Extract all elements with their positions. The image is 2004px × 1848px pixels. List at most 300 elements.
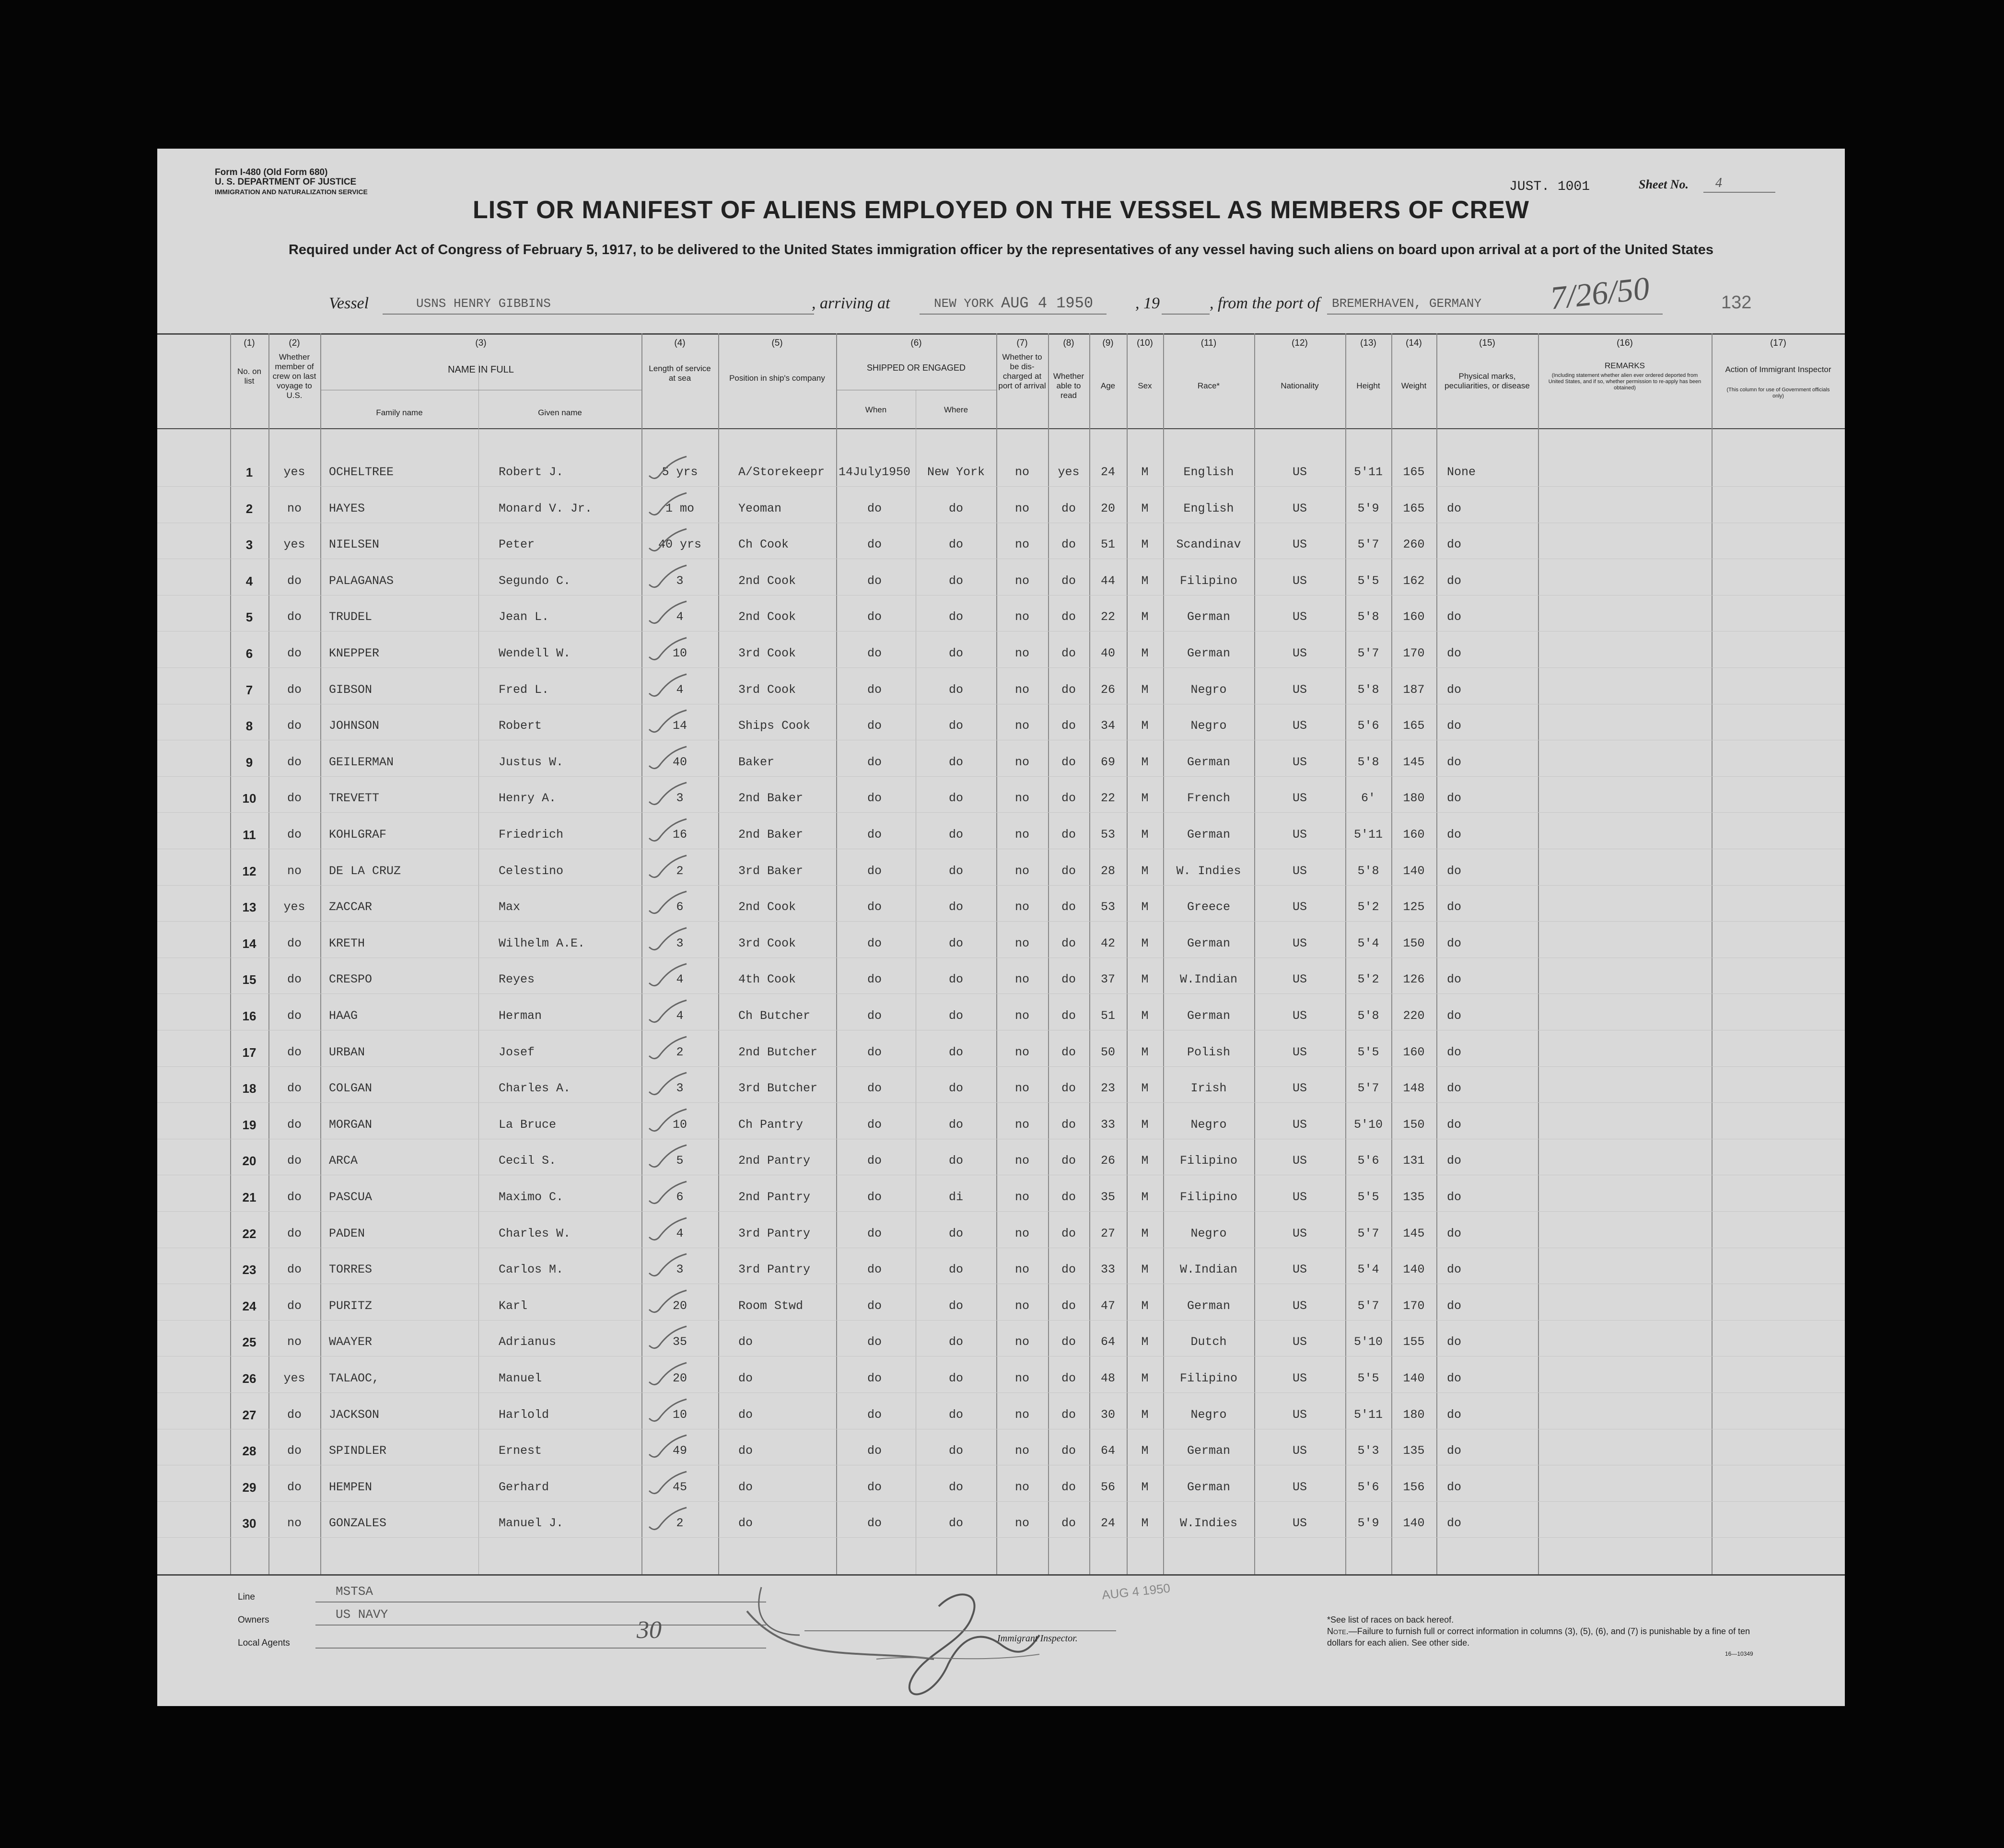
column-divider bbox=[268, 333, 269, 1574]
cell-physical-marks: do bbox=[1447, 1371, 1462, 1385]
cell-last-voyage: no bbox=[287, 1516, 302, 1531]
cell-weight: 135 bbox=[1403, 1190, 1425, 1204]
row-number: 25 bbox=[242, 1335, 256, 1350]
cell-race: W.Indies bbox=[1179, 1516, 1238, 1531]
cell-last-voyage: do bbox=[287, 719, 302, 733]
cell-last-voyage: do bbox=[287, 1190, 302, 1204]
cell-where: do bbox=[948, 828, 963, 842]
row-number: 7 bbox=[245, 682, 253, 697]
col-number: (12) bbox=[1292, 338, 1308, 348]
cell-race: English bbox=[1183, 465, 1234, 479]
cell-family-name: PADEN bbox=[329, 1226, 365, 1240]
cell-able-to-read: do bbox=[1061, 1226, 1076, 1240]
cell-weight: 140 bbox=[1403, 1371, 1425, 1385]
cell-sex: M bbox=[1141, 646, 1149, 660]
cell-last-voyage: do bbox=[287, 755, 302, 769]
cell-race: Dutch bbox=[1190, 1335, 1227, 1349]
cell-where: di bbox=[948, 1190, 963, 1204]
cell-sex: M bbox=[1141, 501, 1149, 515]
cell-given-name: Herman bbox=[499, 1009, 542, 1023]
cell-where: do bbox=[948, 573, 963, 588]
cell-height: 5'5 bbox=[1357, 573, 1379, 588]
cell-age: 28 bbox=[1100, 864, 1115, 878]
cell-last-voyage: yes bbox=[283, 465, 305, 479]
cell-given-name: Peter bbox=[499, 538, 535, 552]
cell-given-name: Monard V. Jr. bbox=[499, 501, 593, 515]
cell-age: 26 bbox=[1100, 682, 1115, 697]
cell-height: 5'7 bbox=[1357, 1298, 1379, 1313]
cell-physical-marks: do bbox=[1447, 1407, 1462, 1422]
cell-when: do bbox=[867, 719, 882, 733]
cell-last-voyage: do bbox=[287, 610, 302, 624]
check-mark-icon bbox=[646, 1107, 689, 1136]
cell-physical-marks: do bbox=[1447, 719, 1462, 733]
cell-last-voyage: do bbox=[287, 1263, 302, 1277]
cell-nationality: US bbox=[1292, 1190, 1307, 1204]
inspector-underline bbox=[804, 1630, 1116, 1631]
cell-given-name: Justus W. bbox=[499, 755, 564, 769]
cell-physical-marks: do bbox=[1447, 864, 1462, 878]
date-stamp: AUG 4 1950 bbox=[1101, 1580, 1171, 1602]
check-mark-icon bbox=[646, 889, 689, 918]
from-underline bbox=[1327, 314, 1663, 315]
cell-able-to-read: do bbox=[1061, 900, 1076, 914]
cell-where: do bbox=[948, 1407, 963, 1422]
handwritten-count: 30 bbox=[637, 1616, 662, 1644]
cell-sex: M bbox=[1141, 1045, 1149, 1059]
vessel-label: Vessel bbox=[329, 294, 369, 312]
cell-height: 5'5 bbox=[1357, 1190, 1379, 1204]
cell-race: Greece bbox=[1187, 900, 1230, 914]
column-divider bbox=[1391, 333, 1392, 1574]
cell-position: do bbox=[738, 1407, 753, 1422]
row-number: 3 bbox=[245, 538, 253, 552]
check-mark-icon bbox=[646, 1397, 689, 1426]
cell-discharged: no bbox=[1014, 682, 1029, 697]
cell-position: do bbox=[738, 1516, 753, 1531]
cell-weight: 180 bbox=[1403, 1407, 1425, 1422]
cell-nationality: US bbox=[1292, 1263, 1307, 1277]
cell-given-name: Wendell W. bbox=[499, 646, 571, 660]
cell-position: 3rd Cook bbox=[738, 646, 796, 660]
from-label: , from the port of bbox=[1210, 294, 1320, 312]
check-mark-icon bbox=[646, 1433, 689, 1462]
cell-weight: 220 bbox=[1403, 1009, 1425, 1023]
cell-height: 5'4 bbox=[1357, 1263, 1379, 1277]
cell-nationality: US bbox=[1292, 538, 1307, 552]
cell-when: do bbox=[867, 900, 882, 914]
cell-weight: 260 bbox=[1403, 538, 1425, 552]
cell-race: Filipino bbox=[1179, 1154, 1238, 1168]
cell-when: do bbox=[867, 610, 882, 624]
cell-sex: M bbox=[1141, 1081, 1149, 1096]
cell-given-name: Cecil S. bbox=[499, 1154, 557, 1168]
cell-discharged: no bbox=[1014, 1335, 1029, 1349]
cell-discharged: no bbox=[1014, 1516, 1029, 1531]
cell-nationality: US bbox=[1292, 936, 1307, 950]
cell-when: do bbox=[867, 1371, 882, 1385]
cell-able-to-read: do bbox=[1061, 501, 1076, 515]
cell-nationality: US bbox=[1292, 719, 1307, 733]
cell-position: Ships Cook bbox=[738, 719, 811, 733]
cell-family-name: COLGAN bbox=[329, 1081, 373, 1096]
cell-given-name: Jean L. bbox=[499, 610, 549, 624]
cell-height: 5'3 bbox=[1357, 1444, 1379, 1458]
cell-position: 2nd Baker bbox=[738, 828, 804, 842]
header-where: Where bbox=[944, 405, 968, 414]
cell-family-name: JOHNSON bbox=[329, 719, 380, 733]
cell-given-name: Wilhelm A.E. bbox=[499, 936, 585, 950]
col-number: (9) bbox=[1102, 338, 1114, 348]
cell-where: do bbox=[948, 936, 963, 950]
cell-discharged: no bbox=[1014, 465, 1029, 479]
cell-when: do bbox=[867, 864, 882, 878]
cell-last-voyage: do bbox=[287, 972, 302, 987]
cell-when: do bbox=[867, 791, 882, 806]
cell-height: 5'6 bbox=[1357, 1154, 1379, 1168]
cell-discharged: no bbox=[1014, 501, 1029, 515]
cell-nationality: US bbox=[1292, 1154, 1307, 1168]
cell-able-to-read: do bbox=[1061, 1335, 1076, 1349]
cell-family-name: CRESPO bbox=[329, 972, 373, 987]
cell-last-voyage: no bbox=[287, 1335, 302, 1349]
column-divider bbox=[230, 333, 231, 1574]
cell-age: 48 bbox=[1100, 1371, 1115, 1385]
cell-discharged: no bbox=[1014, 972, 1029, 987]
header-nationality: Nationality bbox=[1281, 381, 1319, 390]
cell-nationality: US bbox=[1292, 1444, 1307, 1458]
cell-where: do bbox=[948, 1516, 963, 1531]
cell-service: 49 bbox=[672, 1444, 687, 1458]
cell-nationality: US bbox=[1292, 1045, 1307, 1059]
cell-given-name: Ernest bbox=[499, 1444, 542, 1458]
cell-able-to-read: do bbox=[1061, 719, 1076, 733]
cell-when: do bbox=[867, 936, 882, 950]
cell-sex: M bbox=[1141, 1516, 1149, 1531]
cell-age: 24 bbox=[1100, 1516, 1115, 1531]
cell-family-name: DE LA CRUZ bbox=[329, 864, 401, 878]
cell-given-name: Reyes bbox=[499, 972, 535, 987]
cell-weight: 150 bbox=[1403, 1117, 1425, 1132]
cell-position: 2nd Pantry bbox=[738, 1154, 811, 1168]
cell-physical-marks: do bbox=[1447, 1226, 1462, 1240]
cell-last-voyage: do bbox=[287, 1226, 302, 1240]
column-divider bbox=[1538, 333, 1539, 1574]
cell-nationality: US bbox=[1292, 1298, 1307, 1313]
cell-age: 33 bbox=[1100, 1117, 1115, 1132]
note-text: —Failure to furnish full or correct information in columns (3), (5), (6), and (7) is punishable by a fine of ten dollars for each alien. See other side. bbox=[1327, 1626, 1750, 1648]
cell-family-name: JACKSON bbox=[329, 1407, 380, 1422]
cell-discharged: no bbox=[1014, 1117, 1029, 1132]
cell-able-to-read: do bbox=[1061, 610, 1076, 624]
cell-last-voyage: do bbox=[287, 1480, 302, 1494]
cell-sex: M bbox=[1141, 1226, 1149, 1240]
cell-discharged: no bbox=[1014, 1371, 1029, 1385]
arriving-label: , arriving at bbox=[812, 294, 890, 312]
cell-last-voyage: do bbox=[287, 1154, 302, 1168]
page-number: 132 bbox=[1721, 292, 1752, 313]
cell-where: do bbox=[948, 646, 963, 660]
check-mark-icon bbox=[646, 527, 689, 556]
cell-physical-marks: do bbox=[1447, 791, 1462, 806]
cell-race: Negro bbox=[1190, 1226, 1227, 1240]
cell-physical-marks: do bbox=[1447, 936, 1462, 950]
cell-nationality: US bbox=[1292, 791, 1307, 806]
cell-when: do bbox=[867, 1081, 882, 1096]
cell-physical-marks: do bbox=[1447, 538, 1462, 552]
cell-height: 5'7 bbox=[1357, 1226, 1379, 1240]
line-label: Line bbox=[238, 1592, 255, 1602]
cell-able-to-read: do bbox=[1061, 538, 1076, 552]
cell-age: 53 bbox=[1100, 900, 1115, 914]
col-number: (10) bbox=[1137, 338, 1153, 348]
cell-nationality: US bbox=[1292, 501, 1307, 515]
row-rule bbox=[157, 921, 1845, 922]
cell-weight: 162 bbox=[1403, 573, 1425, 588]
cell-when: do bbox=[867, 1298, 882, 1313]
cell-sex: M bbox=[1141, 828, 1149, 842]
cell-where: do bbox=[948, 682, 963, 697]
cell-age: 51 bbox=[1100, 538, 1115, 552]
header-weight: Weight bbox=[1401, 381, 1427, 390]
cell-when: do bbox=[867, 1009, 882, 1023]
cell-when: do bbox=[867, 573, 882, 588]
table-top-border bbox=[157, 333, 1845, 335]
cell-age: 56 bbox=[1100, 1480, 1115, 1494]
cell-service: 10 bbox=[672, 1117, 687, 1132]
cell-sex: M bbox=[1141, 791, 1149, 806]
cell-weight: 170 bbox=[1403, 1298, 1425, 1313]
cell-able-to-read: do bbox=[1061, 1263, 1076, 1277]
page-subtitle: Required under Act of Congress of February 5, 1917, to be delivered to the United States immigration officer by the representatives of any vessel having such aliens on board upon arrival at a port of the United States bbox=[288, 242, 1714, 257]
cell-discharged: no bbox=[1014, 1480, 1029, 1494]
cell-age: 27 bbox=[1100, 1226, 1115, 1240]
row-rule bbox=[157, 776, 1845, 777]
header-sex: Sex bbox=[1138, 381, 1152, 390]
cell-position: do bbox=[738, 1371, 753, 1385]
check-mark-icon bbox=[646, 455, 689, 483]
cell-when: do bbox=[867, 501, 882, 515]
row-number: 1 bbox=[245, 465, 253, 480]
cell-able-to-read: do bbox=[1061, 646, 1076, 660]
cell-discharged: no bbox=[1014, 864, 1029, 878]
cell-where: New York bbox=[927, 465, 985, 479]
check-mark-icon bbox=[646, 745, 689, 773]
cell-race: Irish bbox=[1190, 1081, 1227, 1096]
row-number: 23 bbox=[242, 1263, 256, 1277]
cell-family-name: NIELSEN bbox=[329, 538, 380, 552]
cell-when: do bbox=[867, 1407, 882, 1422]
form-code: 16—10349 bbox=[1725, 1650, 1753, 1657]
vessel-underline bbox=[383, 314, 814, 315]
cell-discharged: no bbox=[1014, 538, 1029, 552]
cell-able-to-read: do bbox=[1061, 1045, 1076, 1059]
cell-service: 3 bbox=[676, 936, 684, 950]
cell-where: do bbox=[948, 791, 963, 806]
cell-height: 5'8 bbox=[1357, 682, 1379, 697]
cell-physical-marks: do bbox=[1447, 1516, 1462, 1531]
cell-last-voyage: do bbox=[287, 828, 302, 842]
cell-height: 5'2 bbox=[1357, 972, 1379, 987]
header-remarks-note: (Including statement whether alien ever ordered deported from United States, and if so, whether permission to re-apply has been obtained) bbox=[1548, 373, 1701, 391]
form-id-line: U. S. DEPARTMENT OF JUSTICE bbox=[215, 177, 357, 187]
header-family-name: Family name bbox=[376, 408, 423, 417]
cell-nationality: US bbox=[1292, 972, 1307, 987]
cell-sex: M bbox=[1141, 610, 1149, 624]
vessel-name: USNS HENRY GIBBINS bbox=[416, 296, 551, 311]
cell-height: 5'10 bbox=[1353, 1335, 1383, 1349]
cell-nationality: US bbox=[1292, 864, 1307, 878]
cell-last-voyage: yes bbox=[283, 1371, 305, 1385]
cell-discharged: no bbox=[1014, 755, 1029, 769]
cell-height: 5'5 bbox=[1357, 1371, 1379, 1385]
cell-when: do bbox=[867, 1190, 882, 1204]
cell-where: do bbox=[948, 538, 963, 552]
cell-discharged: no bbox=[1014, 1407, 1029, 1422]
row-number: 27 bbox=[242, 1407, 256, 1422]
header-last-voyage: Whether member of crew on last voyage to U.S. bbox=[272, 352, 316, 400]
cell-height: 5'9 bbox=[1357, 501, 1379, 515]
check-mark-icon bbox=[646, 636, 689, 665]
col-number: (2) bbox=[289, 338, 300, 348]
row-number: 6 bbox=[245, 646, 253, 661]
cell-able-to-read: do bbox=[1061, 573, 1076, 588]
cell-physical-marks: do bbox=[1447, 755, 1462, 769]
check-mark-icon bbox=[646, 599, 689, 628]
sheet-label: Sheet No. bbox=[1639, 177, 1689, 191]
cell-where: do bbox=[948, 1081, 963, 1096]
owners-value: US NAVY bbox=[336, 1607, 388, 1622]
cell-given-name: Robert J. bbox=[499, 465, 564, 479]
cell-when: do bbox=[867, 1117, 882, 1132]
cell-weight: 126 bbox=[1403, 972, 1425, 987]
cell-position: 3rd Pantry bbox=[738, 1263, 811, 1277]
cell-where: do bbox=[948, 1444, 963, 1458]
cell-given-name: Charles W. bbox=[499, 1226, 571, 1240]
cell-where: do bbox=[948, 972, 963, 987]
row-number: 9 bbox=[245, 755, 253, 770]
cell-race: Filipino bbox=[1179, 1371, 1238, 1385]
cell-height: 5'7 bbox=[1357, 538, 1379, 552]
cell-family-name: TREVETT bbox=[329, 791, 380, 806]
cell-when: do bbox=[867, 1045, 882, 1059]
cell-last-voyage: no bbox=[287, 864, 302, 878]
races-note: *See list of races on back hereof. bbox=[1327, 1615, 1454, 1625]
cell-sex: M bbox=[1141, 755, 1149, 769]
arrival-date: AUG 4 1950 bbox=[1001, 294, 1094, 312]
cell-position: 2nd Cook bbox=[738, 900, 796, 914]
row-rule bbox=[157, 1392, 1845, 1393]
cell-age: 34 bbox=[1100, 719, 1115, 733]
cell-given-name: Carlos M. bbox=[499, 1263, 564, 1277]
cell-able-to-read: do bbox=[1061, 828, 1076, 842]
cell-last-voyage: no bbox=[287, 501, 302, 515]
column-divider bbox=[1163, 333, 1164, 1574]
header-action: Action of Immigrant Inspector bbox=[1725, 365, 1831, 374]
cell-age: 42 bbox=[1100, 936, 1115, 950]
cell-nationality: US bbox=[1292, 1081, 1307, 1096]
cell-nationality: US bbox=[1292, 682, 1307, 697]
cell-race: Filipino bbox=[1179, 1190, 1238, 1204]
col-number: (4) bbox=[674, 338, 686, 348]
row-number: 5 bbox=[245, 610, 253, 625]
check-mark-icon bbox=[646, 781, 689, 809]
col-number: (6) bbox=[910, 338, 922, 348]
check-mark-icon bbox=[646, 1506, 689, 1534]
header-physical-marks: Physical marks, peculiarities, or disease bbox=[1445, 372, 1530, 390]
cell-weight: 140 bbox=[1403, 1263, 1425, 1277]
cell-height: 5'10 bbox=[1353, 1117, 1383, 1132]
check-mark-icon bbox=[646, 854, 689, 882]
cell-physical-marks: do bbox=[1447, 972, 1462, 987]
cell-race: German bbox=[1187, 755, 1230, 769]
arriving-underline bbox=[920, 314, 1107, 315]
cell-age: 64 bbox=[1100, 1335, 1115, 1349]
cell-family-name: KRETH bbox=[329, 936, 365, 950]
cell-able-to-read: do bbox=[1061, 755, 1076, 769]
cell-discharged: no bbox=[1014, 1045, 1029, 1059]
cell-position: do bbox=[738, 1335, 753, 1349]
cell-given-name: Robert bbox=[499, 719, 542, 733]
cell-where: do bbox=[948, 1117, 963, 1132]
cell-race: Filipino bbox=[1179, 573, 1238, 588]
header-age: Age bbox=[1100, 381, 1116, 390]
cell-position: 3rd Cook bbox=[738, 936, 796, 950]
cell-age: 30 bbox=[1100, 1407, 1115, 1422]
cell-family-name: KNEPPER bbox=[329, 646, 380, 660]
cell-position: do bbox=[738, 1480, 753, 1494]
cell-service: 1 mo bbox=[665, 501, 694, 515]
cell-age: 22 bbox=[1100, 791, 1115, 806]
check-mark-icon bbox=[646, 672, 689, 701]
cell-discharged: no bbox=[1014, 646, 1029, 660]
cell-height: 5'5 bbox=[1357, 1045, 1379, 1059]
cell-last-voyage: do bbox=[287, 682, 302, 697]
cell-sex: M bbox=[1141, 1407, 1149, 1422]
cell-discharged: no bbox=[1014, 1190, 1029, 1204]
cell-family-name: PURITZ bbox=[329, 1298, 373, 1313]
cell-physical-marks: do bbox=[1447, 501, 1462, 515]
cell-nationality: US bbox=[1292, 1117, 1307, 1132]
cell-weight: 160 bbox=[1403, 828, 1425, 842]
check-mark-icon bbox=[646, 1324, 689, 1353]
cell-race: Negro bbox=[1190, 1407, 1227, 1422]
row-rule bbox=[157, 631, 1845, 632]
cell-when: do bbox=[867, 828, 882, 842]
cell-discharged: no bbox=[1014, 573, 1029, 588]
cell-service: 4 bbox=[676, 610, 684, 624]
cell-when: do bbox=[867, 1516, 882, 1531]
cell-where: do bbox=[948, 1045, 963, 1059]
cell-sex: M bbox=[1141, 1480, 1149, 1494]
cell-race: German bbox=[1187, 646, 1230, 660]
cell-height: 5'11 bbox=[1353, 465, 1383, 479]
cell-race: French bbox=[1187, 791, 1230, 806]
cell-physical-marks: do bbox=[1447, 682, 1462, 697]
cell-height: 6' bbox=[1361, 791, 1375, 806]
cell-nationality: US bbox=[1292, 1371, 1307, 1385]
cell-sex: M bbox=[1141, 936, 1149, 950]
cell-physical-marks: do bbox=[1447, 1081, 1462, 1096]
check-mark-icon bbox=[646, 1252, 689, 1281]
cell-given-name: Adrianus bbox=[499, 1335, 557, 1349]
cell-height: 5'6 bbox=[1357, 1480, 1379, 1494]
cell-discharged: no bbox=[1014, 900, 1029, 914]
cell-height: 5'8 bbox=[1357, 864, 1379, 878]
cell-height: 5'8 bbox=[1357, 755, 1379, 769]
cell-last-voyage: do bbox=[287, 646, 302, 660]
column-divider bbox=[1127, 333, 1128, 1574]
